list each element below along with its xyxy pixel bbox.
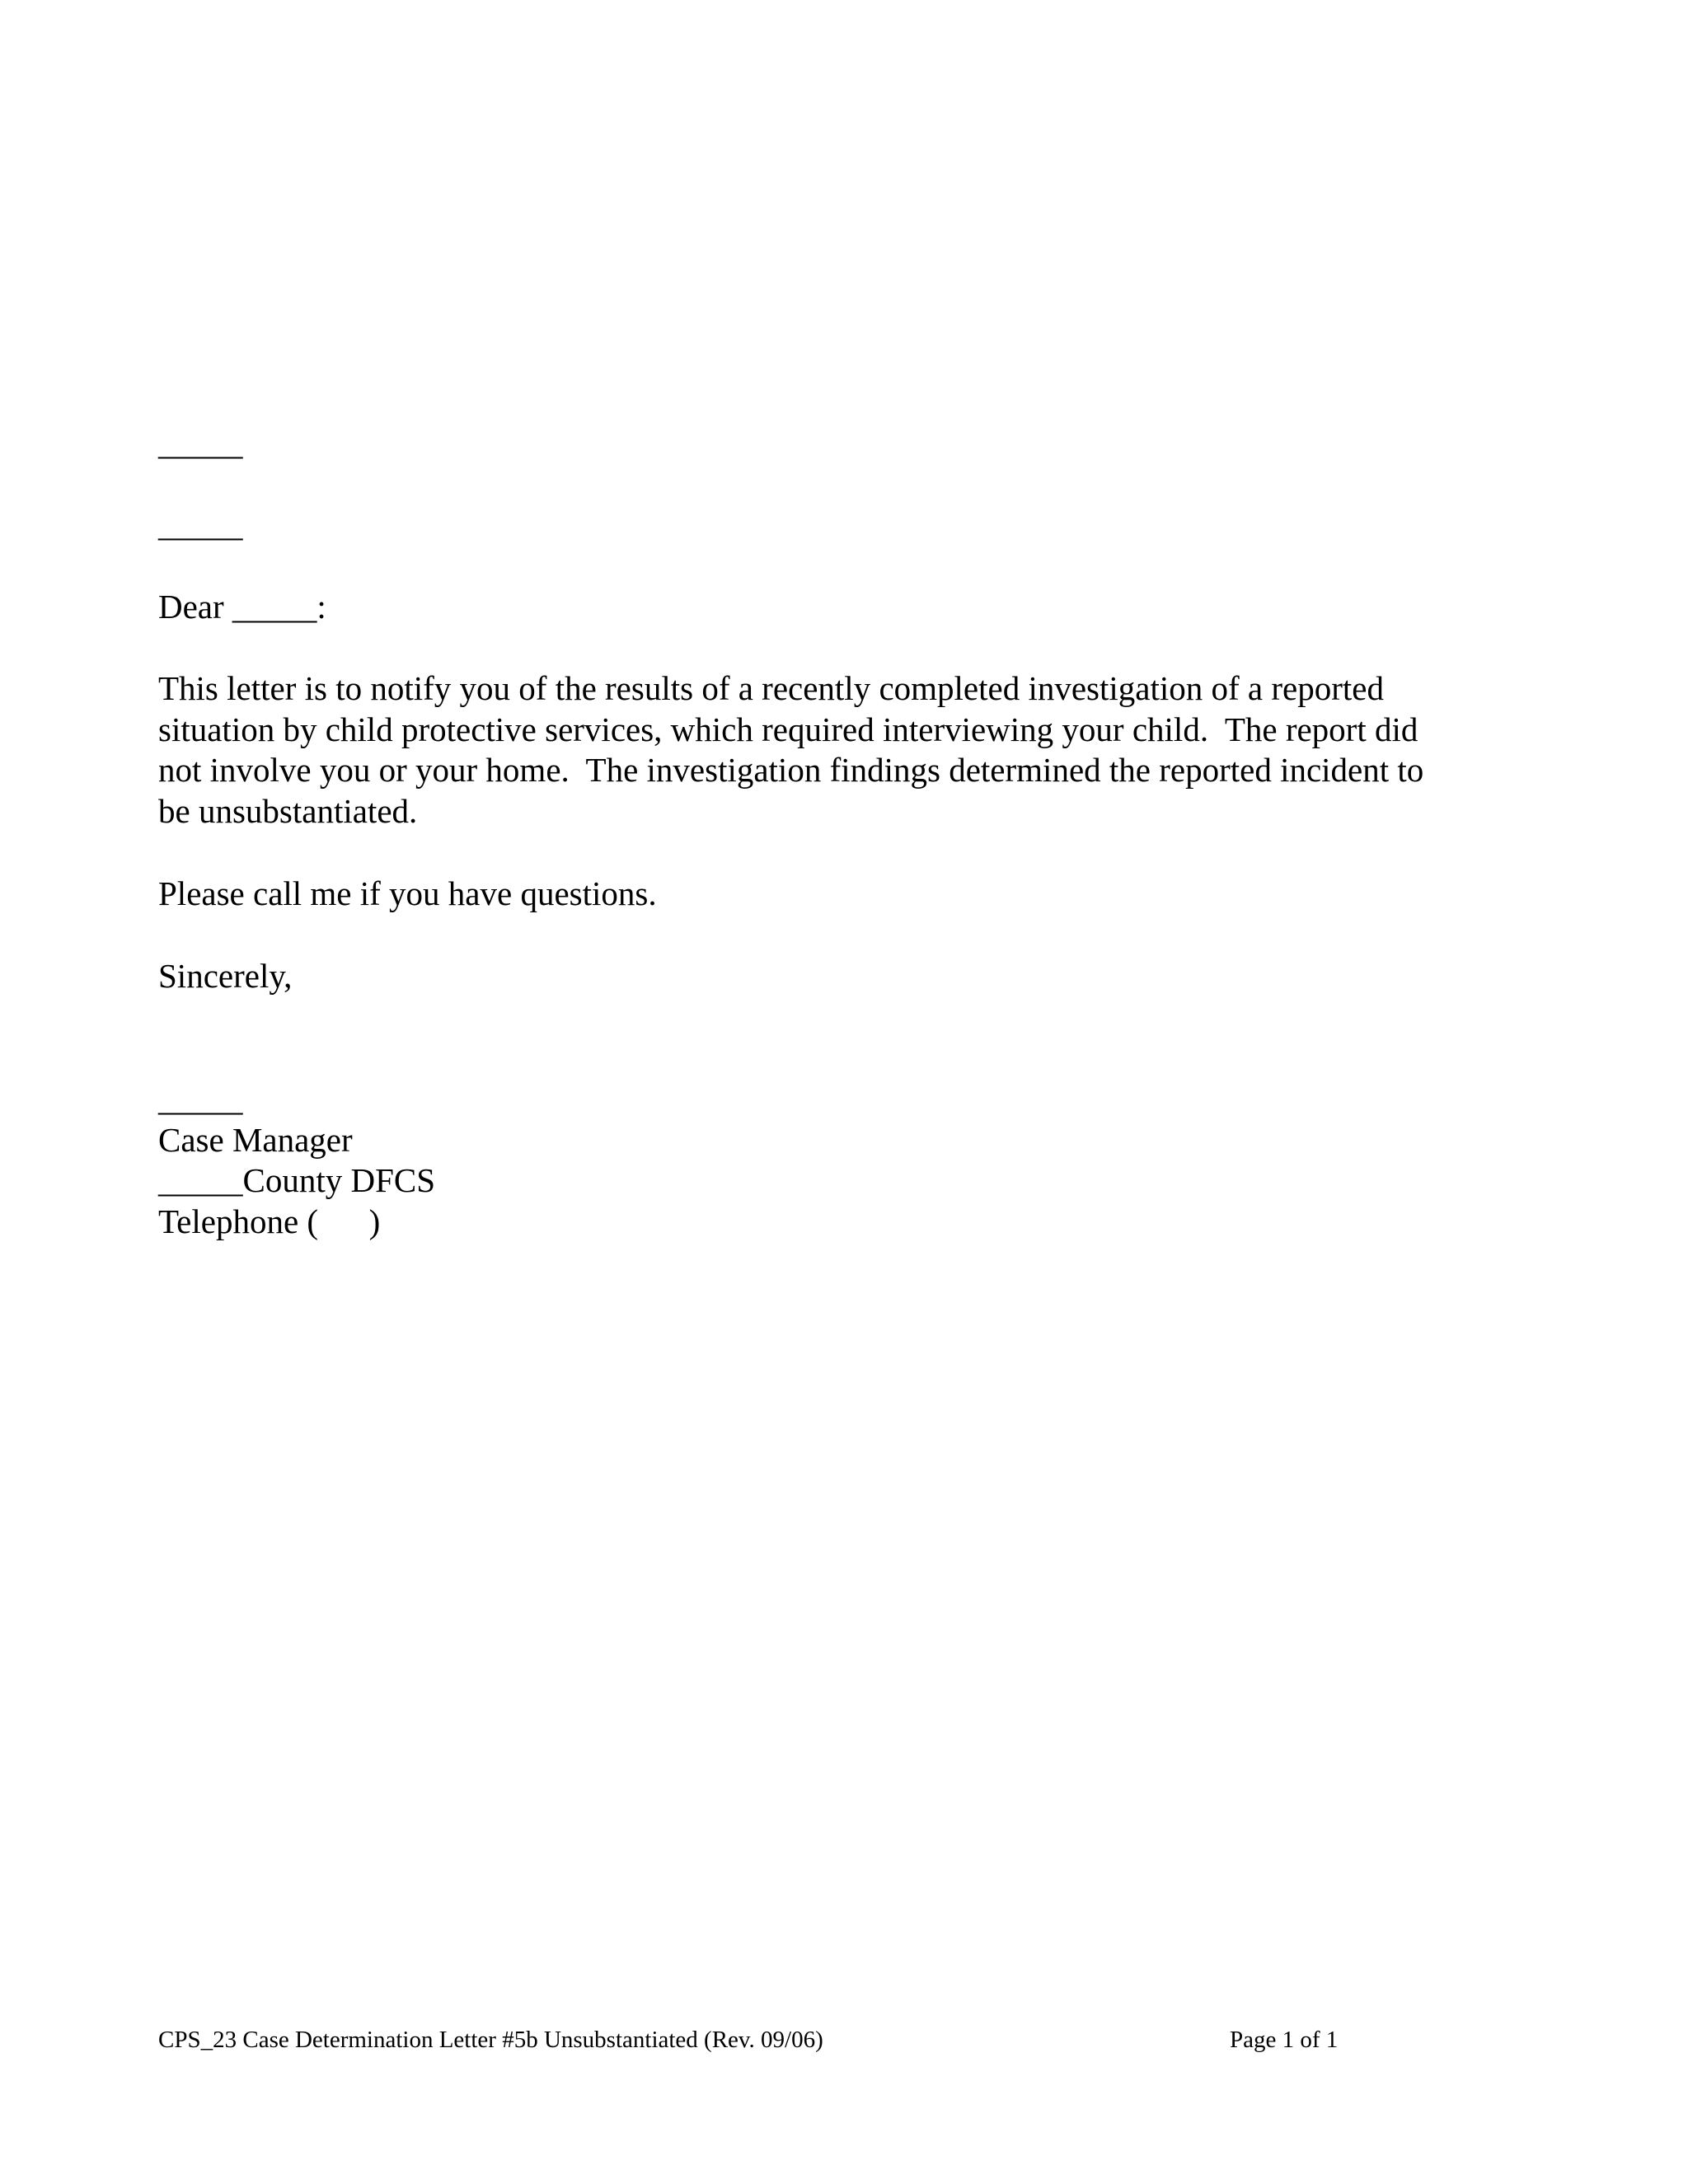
telephone-line: Telephone ( ) (158, 1202, 381, 1240)
closing-request: Please call me if you have questions. (158, 874, 657, 912)
footer-form-id: CPS_23 Case Determination Letter #5b Unsubstantiated (Rev. 09/06) (158, 2027, 823, 2053)
salutation: Dear _____: (158, 588, 326, 626)
body-paragraph (158, 668, 1543, 832)
address-line-1: _____ (158, 424, 243, 462)
signature-line: _____ (158, 1080, 243, 1118)
body-line: be unsubstantiated. (158, 791, 418, 830)
county-line: _____County DFCS (158, 1161, 436, 1199)
signer-title: Case Manager (158, 1121, 353, 1159)
body-line: This letter is to notify you of the results of a recently completed investigation of a reported (158, 669, 1384, 707)
footer-page-number: Page 1 of 1 (1230, 2027, 1339, 2053)
valediction: Sincerely, (158, 957, 293, 995)
address-line-2: _____ (158, 505, 243, 543)
body-line: not involve you or your home. The investigation findings determined the reported incident to (158, 751, 1424, 789)
body-line: situation by child protective services, which required interviewing your child. The report did (158, 710, 1418, 748)
